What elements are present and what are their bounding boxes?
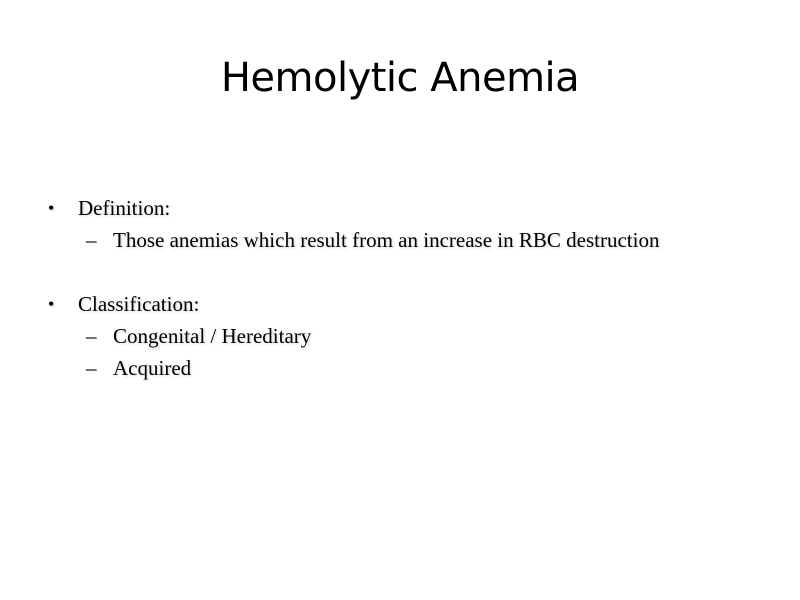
sub-bullet-definition-text — [46, 224, 766, 256]
bullet-classification — [46, 288, 766, 320]
spacer — [46, 256, 766, 288]
bullet-icon: • — [48, 198, 55, 218]
dash-icon: – — [86, 324, 97, 348]
bullet-text: Classification: — [78, 292, 200, 316]
bullet-text: Definition: — [78, 196, 171, 220]
bullet-icon: • — [48, 294, 55, 314]
dash-icon: – — [86, 228, 97, 252]
sub-bullet-congenital — [46, 320, 766, 352]
slide-body — [46, 192, 766, 384]
sub-bullet-text: Acquired — [113, 356, 192, 380]
bullet-definition — [46, 192, 766, 224]
sub-bullet-acquired — [46, 352, 766, 384]
slide-title: Hemolytic Anemia — [220, 55, 580, 101]
dash-icon: – — [86, 356, 97, 380]
sub-bullet-text: Those anemias which result from an increase in RBC destruction — [113, 228, 660, 252]
sub-bullet-text: Congenital / Hereditary — [113, 324, 312, 348]
